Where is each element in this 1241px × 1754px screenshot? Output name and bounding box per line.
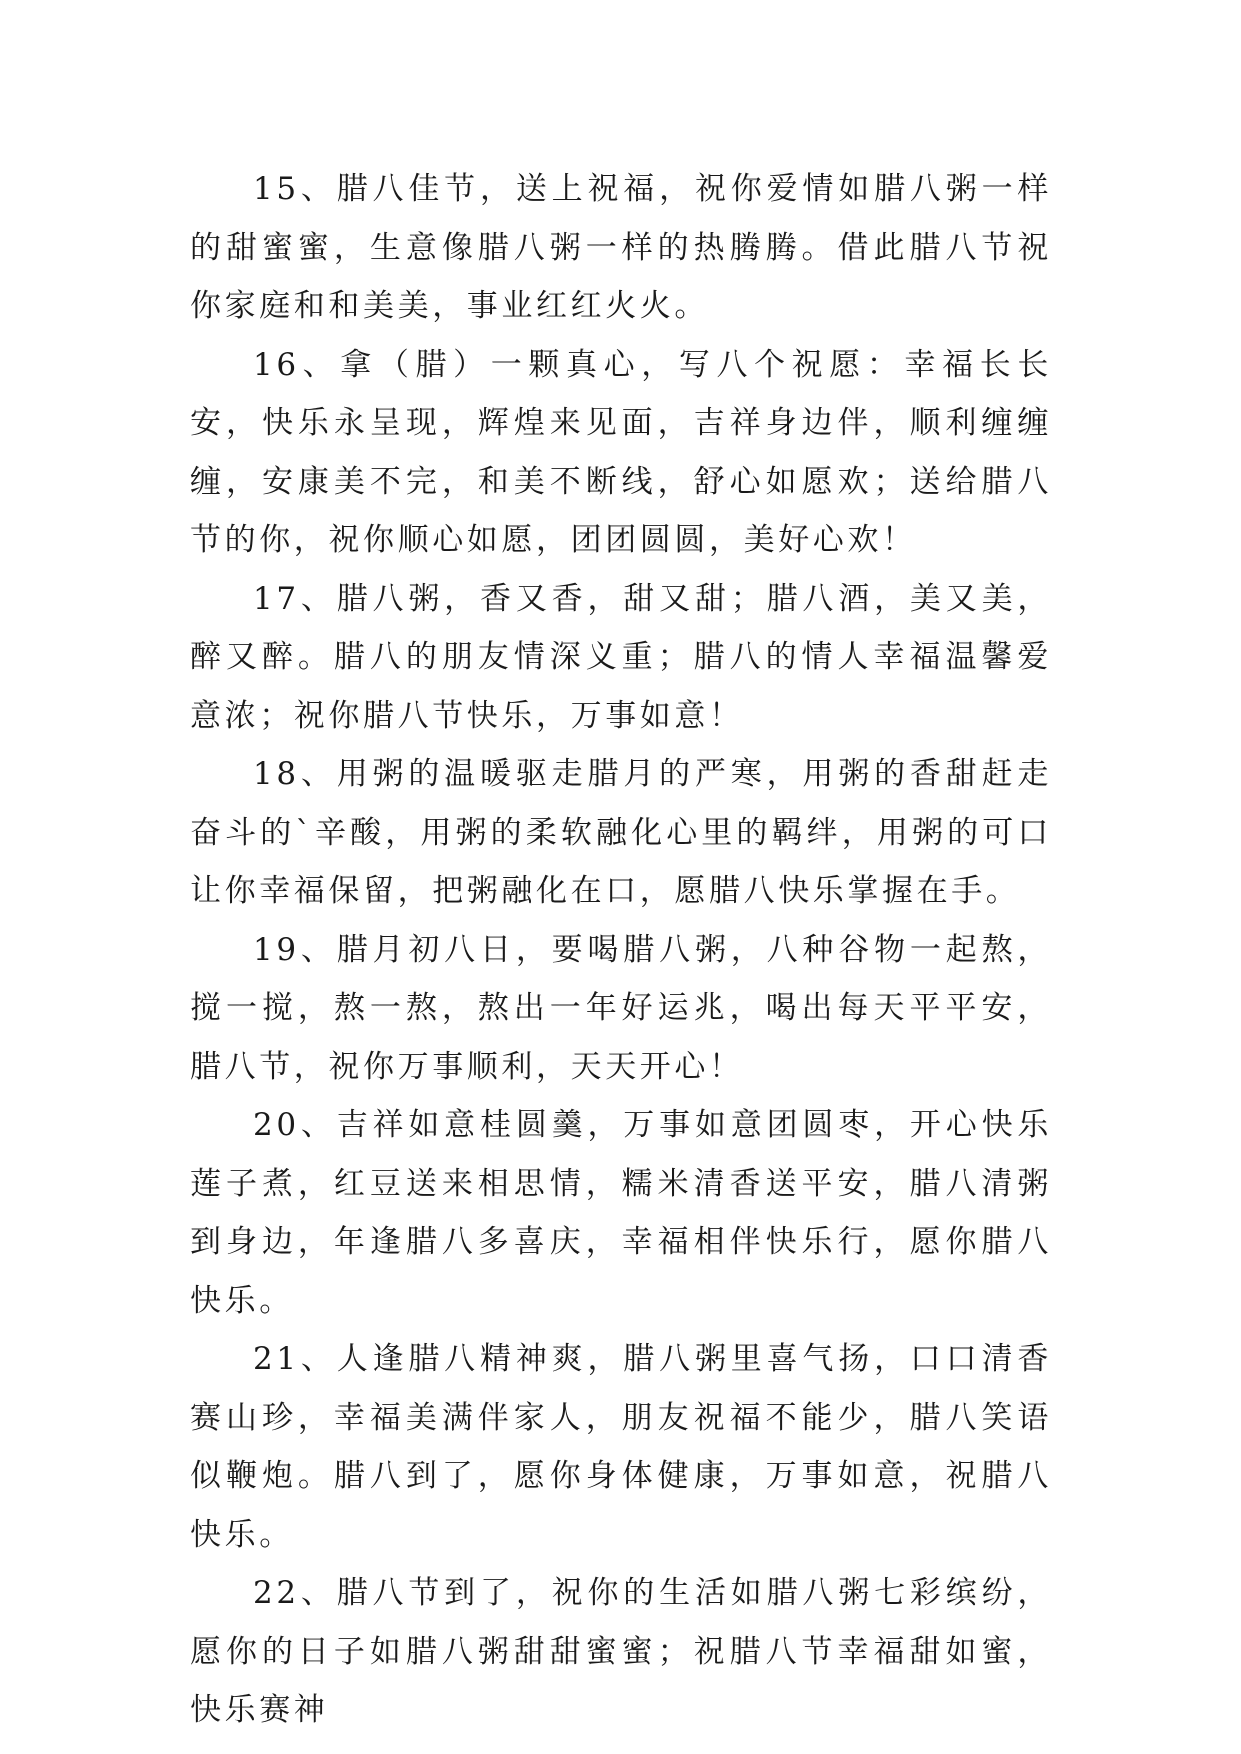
paragraph-16: 16、拿（腊）一颗真心，写八个祝愿：幸福长长安，快乐永呈现，辉煌来见面，吉祥身边伴，顺利缠缠缠，安康美不完，和美不断线，舒心如愿欢；送给腊八节的你，祝你顺心如愿，团团圆圆，美好心欢！ <box>190 346 1052 558</box>
document-body <box>190 160 1052 1740</box>
paragraph-22: 22、腊八节到了，祝你的生活如腊八粥七彩缤纷，愿你的日子如腊八粥甜甜蜜蜜；祝腊八节幸福甜如蜜，快乐赛神 <box>190 1575 1052 1728</box>
paragraph-15: 15、腊八佳节，送上祝福，祝你爱情如腊八粥一样的甜蜜蜜，生意像腊八粥一样的热腾腾。借此腊八节祝你家庭和和美美，事业红红火火。 <box>190 171 1052 324</box>
paragraph-21: 21、人逢腊八精神爽，腊八粥里喜气扬，口口清香赛山珍，幸福美满伴家人，朋友祝福不能少，腊八笑语似鞭炮。腊八到了，愿你身体健康，万事如意，祝腊八快乐。 <box>190 1341 1052 1553</box>
paragraph-17: 17、腊八粥，香又香，甜又甜；腊八酒，美又美，醉又醉。腊八的朋友情深义重；腊八的情人幸福温馨爱意浓；祝你腊八节快乐，万事如意！ <box>190 580 1052 734</box>
paragraph-18: 18、用粥的温暖驱走腊月的严寒，用粥的香甜赶走奋斗的`辛酸，用粥的柔软融化心里的羁绊，用粥的可口让你幸福保留，把粥融化在口，愿腊八快乐掌握在手。 <box>190 756 1052 909</box>
paragraph-19: 19、腊月初八日，要喝腊八粥，八种谷物一起熬，搅一搅，熬一熬，熬出一年好运兆，喝出每天平平安，腊八节，祝你万事顺利，天天开心！ <box>190 931 1052 1085</box>
paragraph-20: 20、吉祥如意桂圆羹，万事如意团圆枣，开心快乐莲子煮，红豆送来相思情，糯米清香送平安，腊八清粥到身边，年逢腊八多喜庆，幸福相伴快乐行，愿你腊八快乐。 <box>190 1107 1052 1319</box>
